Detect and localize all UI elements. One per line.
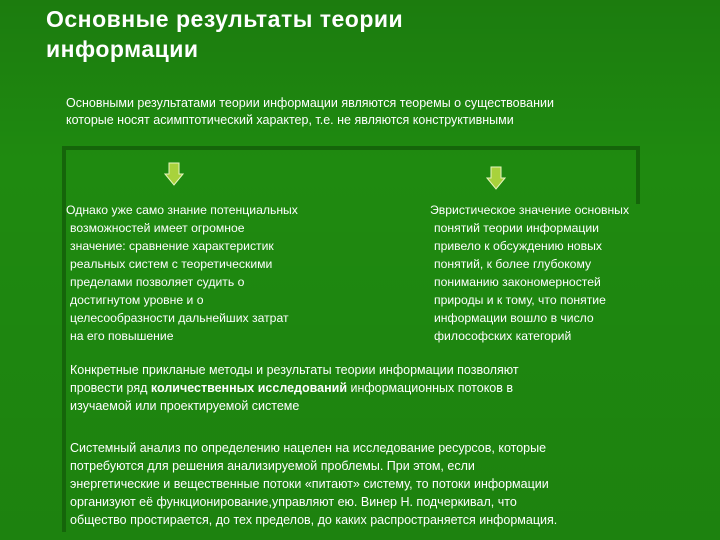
down-arrow-icon: [486, 166, 506, 190]
right-column-line: философских категорий: [434, 329, 572, 343]
right-column-line: привело к обсуждению новых: [434, 239, 602, 253]
title-line-2: информации: [46, 36, 199, 62]
frame-top-border: [62, 146, 640, 150]
left-column-line: целесообразности дальнейших затрат: [70, 311, 289, 325]
right-column-text: [430, 201, 700, 345]
applied-methods-paragraph: [70, 361, 690, 415]
right-column-line: Эвристическое значение основных: [430, 203, 630, 217]
applied-line-1: Конкретные прикланые методы и результаты теории информации позволяют: [70, 363, 519, 377]
down-arrow-icon: [164, 162, 184, 186]
systems-line: энергетические и вещественные потоки «питают» систему, то потоки информации: [70, 477, 549, 491]
intro-line-2: которые носят асимптотический характер, т.е. не являются конструктивными: [66, 113, 514, 127]
left-column-line: на его повышение: [70, 329, 174, 343]
right-column-line: понятий, к более глубокому: [434, 257, 592, 271]
right-column-line: природы и к тому, что понятие: [434, 293, 606, 307]
right-column-line: понятий теории информации: [434, 221, 599, 235]
quantitative-research-emphasis: количественных исследований: [150, 381, 348, 395]
applied-line-3: изучаемой или проектируемой системе: [70, 399, 300, 413]
left-column-line: достигнутом уровне и о: [70, 293, 204, 307]
left-column-line: реальных систем с теоретическими: [70, 257, 273, 271]
systems-line: общество простирается, до тех пределов, до каких распространяется информация.: [70, 513, 558, 527]
title-line-1: Основные результаты теории: [46, 6, 404, 32]
intro-line-1: Основными результатами теории информации являются теоремы о существовании: [66, 96, 554, 110]
left-column-line: значение: сравнение характеристик: [70, 239, 274, 253]
systems-analysis-paragraph: [70, 439, 710, 529]
left-column-line: возможностей имеет огромное: [70, 221, 245, 235]
systems-line: потребуются для решения анализируемой проблемы. При этом, если: [70, 459, 475, 473]
intro-text: [66, 95, 706, 129]
frame-right-border: [636, 146, 640, 204]
right-column-line: пониманию закономерностей: [434, 275, 601, 289]
right-column-line: информации вошло в число: [434, 311, 594, 325]
left-column-text: [66, 201, 366, 345]
left-column-line: пределами позволяет судить о: [70, 275, 245, 289]
slide-title: [46, 4, 686, 64]
applied-line-2-end: информационных потоков в: [347, 381, 514, 395]
applied-line-2: [70, 379, 690, 397]
applied-line-2-start: провести ряд: [70, 381, 151, 395]
systems-line: Системный анализ по определению нацелен на исследование ресурсов, которые: [70, 441, 547, 455]
systems-line: организуют её функционирование,управляют ею. Винер Н. подчеркивал, что: [70, 495, 517, 509]
left-column-line: Однако уже само знание потенциальных: [66, 203, 298, 217]
